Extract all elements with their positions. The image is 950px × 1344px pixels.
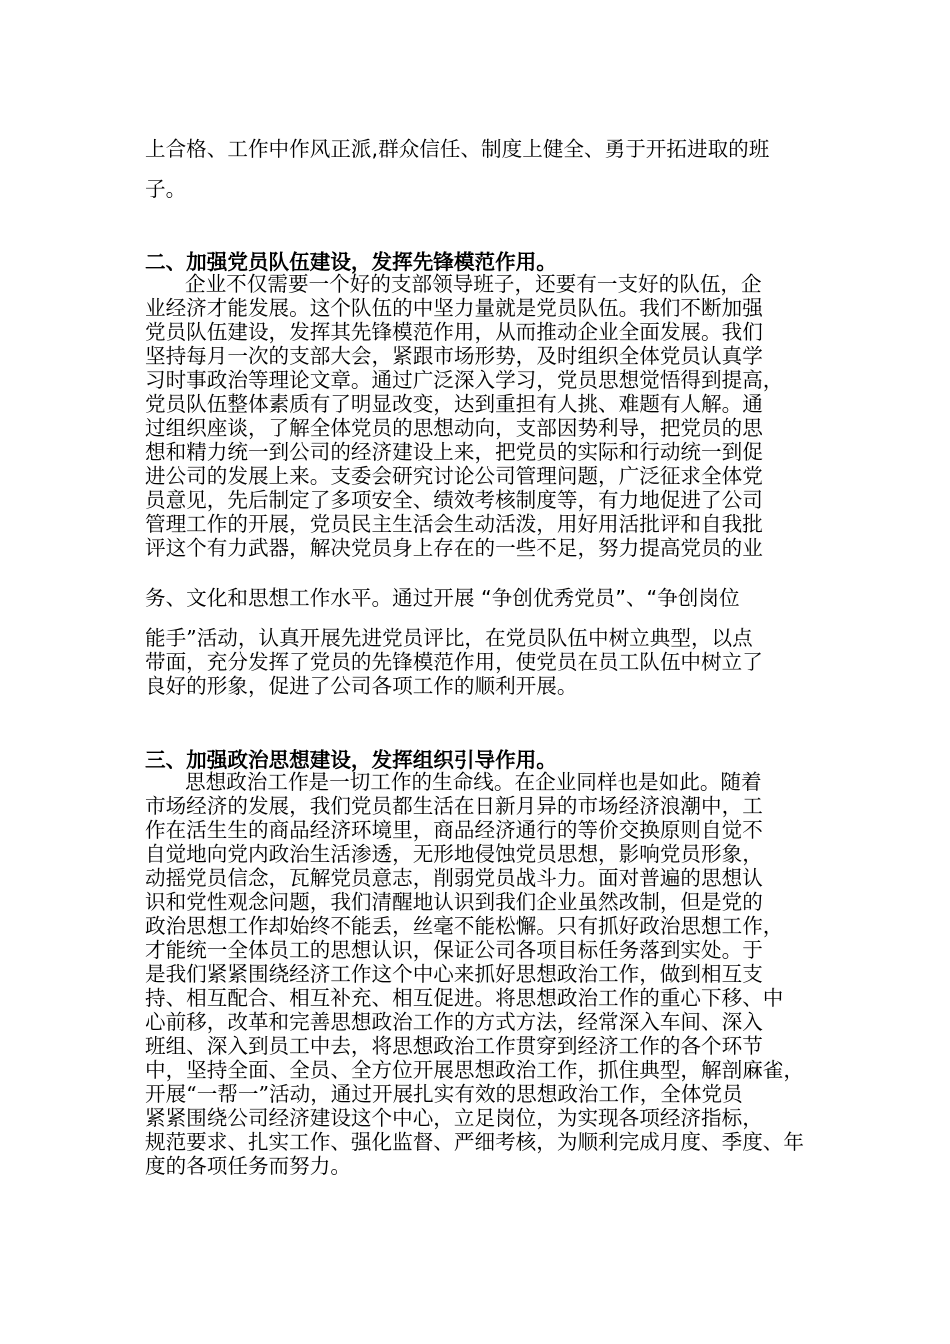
- section-2-line-5: 习时事政治等理论文章。通过广泛深入学习，党员思想觉悟得到提高，: [145, 368, 784, 392]
- section-3-line-10: 持、相互配合、相互补充、相互促进。将思想政治工作的重心下移、中: [145, 986, 784, 1010]
- section-3-line-11: 心前移，改革和完善思想政治工作的方式方法，经常深入车间、深入: [145, 1010, 763, 1034]
- section-2-line-6: 党员队伍整体素质有了明显改变，达到重担有人挑、难题有人解。通: [145, 392, 763, 416]
- section-2-line-15: 带面，充分发挥了党员的先锋模范作用，使党员在员工队伍中树立了: [145, 650, 763, 674]
- section-3-line-16: 规范要求、扎实工作、强化监督、严细考核，为顺利完成月度、季度、年: [145, 1130, 804, 1154]
- section-2-heading: 二、加强党员队伍建设，发挥先锋模范作用。: [145, 250, 557, 274]
- section-2-line-8: 想和精力统一到公司的经济建设上来，把党员的实际和行动统一到促: [145, 440, 763, 464]
- section-2-line-4: 坚持每月一次的支部大会，紧跟市场形势，及时组织全体党员认真学: [145, 344, 763, 368]
- section-2-line-11: 管理工作的开展，党员民主生活会生动活泼，用好用活批评和自我批: [145, 512, 763, 536]
- section-3-line-8: 才能统一全体员工的思想认识，保证公司各项目标任务落到实处。于: [145, 938, 763, 962]
- section-3-line-6: 识和党性观念问题，我们清醒地认识到我们企业虽然改制，但是党的: [145, 890, 763, 914]
- section-2-line-13: 务、文化和思想工作水平。通过开展 “争创优秀党员”、“争创岗位: [145, 586, 740, 610]
- section-3-line-13: 中，坚持全面、全员、全方位开展思想政治工作，抓住典型，解剖麻雀，: [145, 1058, 804, 1082]
- section-3-line-9: 是我们紧紧围绕经济工作这个中心来抓好思想政治工作，做到相互支: [145, 962, 763, 986]
- section-3-line-5: 动摇党员信念，瓦解党员意志，削弱党员战斗力。面对普遍的思想认: [145, 866, 763, 890]
- section-3-line-14: 开展“一帮一”活动，通过开展扎实有效的思想政治工作，全体党员: [145, 1082, 743, 1106]
- section-3-line-1: 思想政治工作是一切工作的生命线。在企业同样也是如此。随着: [185, 770, 762, 794]
- section-3-line-7: 政治思想工作却始终不能丢，丝毫不能松懈。只有抓好政治思想工作，: [145, 914, 784, 938]
- section-3-line-15: 紧紧围绕公司经济建设这个中心，立足岗位，为实现各项经济指标，: [145, 1106, 763, 1130]
- section-3-line-4: 自觉地向党内政治生活渗透，无形地侵蚀党员思想，影响党员形象，: [145, 842, 763, 866]
- section-2-line-1: 企业不仅需要一个好的支部领导班子，还要有一支好的队伍，企: [185, 272, 762, 296]
- section-2-line-12: 评这个有力武器，解决党员身上存在的一些不足，努力提高党员的业: [145, 536, 763, 560]
- section-3-line-2: 市场经济的发展，我们党员都生活在日新月异的市场经济浪潮中，工: [145, 794, 763, 818]
- section-2-line-10: 员意见，先后制定了多项安全、绩效考核制度等，有力地促进了公司: [145, 488, 763, 512]
- section-3-line-17: 度的各项任务而努力。: [145, 1154, 351, 1178]
- intro-line-1: 上合格、工作中作风正派,群众信任、制度上健全、勇于开拓进取的班: [145, 137, 770, 161]
- section-2-line-2: 业经济才能发展。这个队伍的中坚力量就是党员队伍。我们不断加强: [145, 296, 763, 320]
- section-2-line-7: 过组织座谈，了解全体党员的思想动向，支部因势利导，把党员的思: [145, 416, 763, 440]
- section-2-line-3: 党员队伍建设，发挥其先锋模范作用，从而推动企业全面发展。我们: [145, 320, 763, 344]
- section-2-line-9: 进公司的发展上来。支委会研究讨论公司管理问题，广泛征求全体党: [145, 464, 763, 488]
- section-3-line-3: 作在活生生的商品经济环境里，商品经济通行的等价交换原则自觉不: [145, 818, 763, 842]
- intro-line-2: 子。: [145, 177, 187, 201]
- section-3-line-12: 班组、深入到员工中去，将思想政治工作贯穿到经济工作的各个环节: [145, 1034, 763, 1058]
- section-2-line-14: 能手”活动，认真开展先进党员评比，在党员队伍中树立典型，以点: [145, 626, 753, 650]
- section-3-heading: 三、加强政治思想建设，发挥组织引导作用。: [145, 748, 557, 772]
- section-2-line-16: 良好的形象，促进了公司各项工作的顺利开展。: [145, 674, 578, 698]
